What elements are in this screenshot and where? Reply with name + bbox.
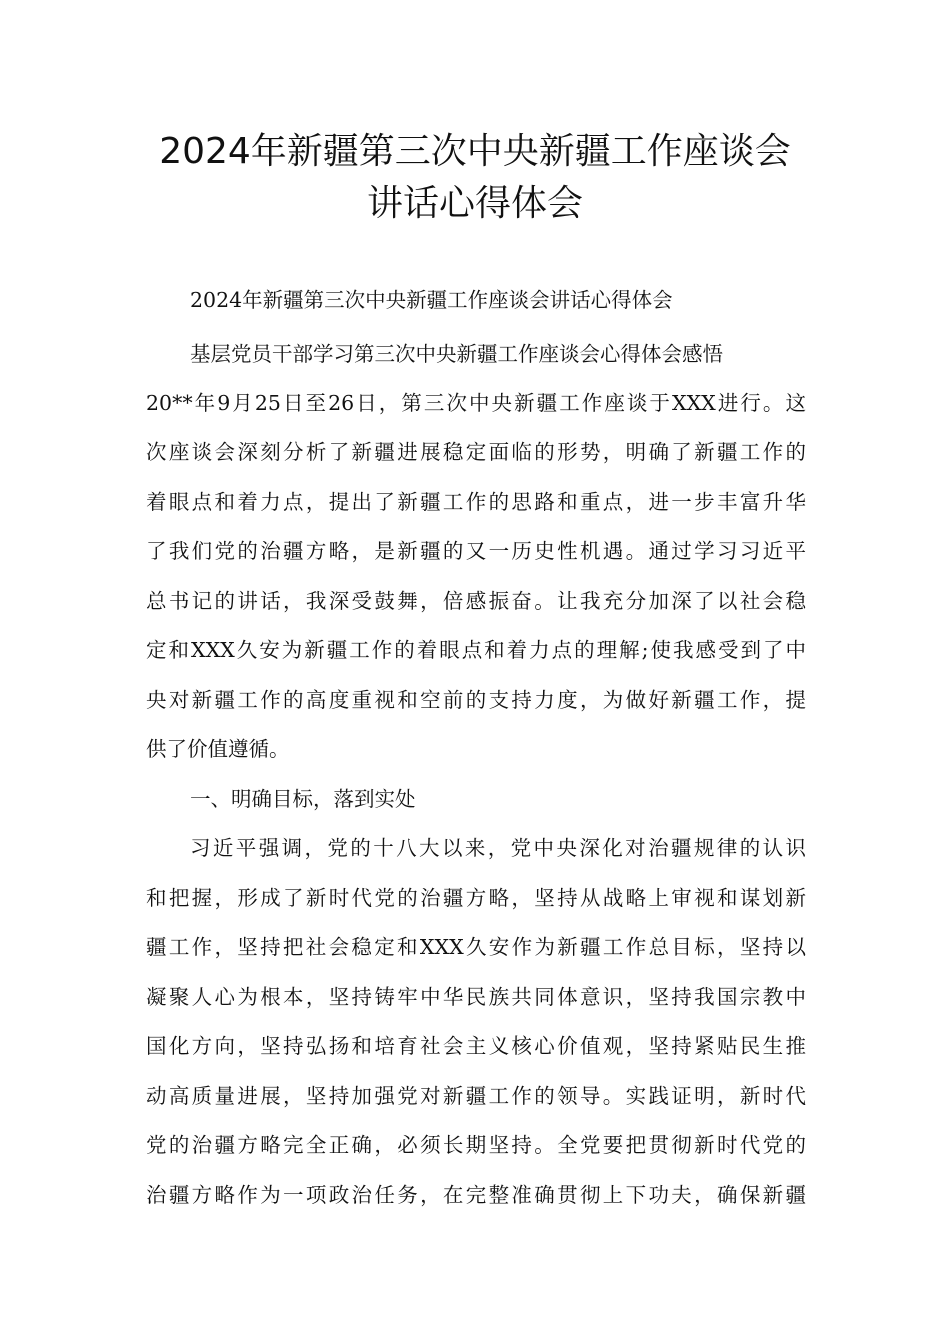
body-line: 次座谈会深刻分析了新疆进展稳定面临的形势，明确了新疆工作的 bbox=[146, 440, 806, 464]
body-line: 党的治疆方略完全正确，必须长期坚持。全党要把贯彻新时代党的 bbox=[146, 1133, 806, 1157]
section-heading: 一、明确目标，落到实处 bbox=[190, 787, 416, 811]
document-title-line-1: 2024年新疆第三次中央新疆工作座谈会 bbox=[159, 131, 791, 172]
body-line: 国化方向，坚持弘扬和培育社会主义核心价值观，坚持紧贴民生推 bbox=[146, 1034, 806, 1058]
heading-line: 基层党员干部学习第三次中央新疆工作座谈会心得体会感悟 bbox=[190, 342, 723, 366]
body-line: 疆工作，坚持把社会稳定和XXX久安作为新疆工作总目标，坚持以 bbox=[146, 935, 806, 959]
body-line: 和把握，形成了新时代党的治疆方略，坚持从战略上审视和谋划新 bbox=[146, 886, 806, 910]
body-line: 着眼点和着力点，提出了新疆工作的思路和重点，进一步丰富升华 bbox=[146, 490, 806, 514]
body-line: 定和XXX久安为新疆工作的着眼点和着力点的理解;使我感受到了中 bbox=[146, 638, 806, 662]
document-title-line-2: 讲话心得体会 bbox=[366, 183, 583, 224]
body-line: 动高质量进展，坚持加强党对新疆工作的领导。实践证明，新时代 bbox=[146, 1084, 806, 1108]
body-line: 20**年9月25日至26日，第三次中央新疆工作座谈于XXX进行。这 bbox=[146, 391, 806, 415]
subtitle-line: 2024年新疆第三次中央新疆工作座谈会讲话心得体会 bbox=[190, 288, 673, 312]
body-line: 凝聚人心为根本，坚持铸牢中华民族共同体意识，坚持我国宗教中 bbox=[146, 985, 806, 1009]
body-line: 央对新疆工作的高度重视和空前的支持力度，为做好新疆工作，提 bbox=[146, 688, 806, 712]
body-line: 习近平强调，党的十八大以来，党中央深化对治疆规律的认识 bbox=[190, 836, 806, 860]
body-line: 总书记的讲话，我深受鼓舞，倍感振奋。让我充分加深了以社会稳 bbox=[146, 589, 806, 613]
body-line: 治疆方略作为一项政治任务，在完整准确贯彻上下功夫，确保新疆 bbox=[146, 1183, 806, 1207]
body-line: 供了价值遵循。 bbox=[146, 737, 290, 761]
body-line: 了我们党的治疆方略，是新疆的又一历史性机遇。通过学习习近平 bbox=[146, 539, 806, 563]
